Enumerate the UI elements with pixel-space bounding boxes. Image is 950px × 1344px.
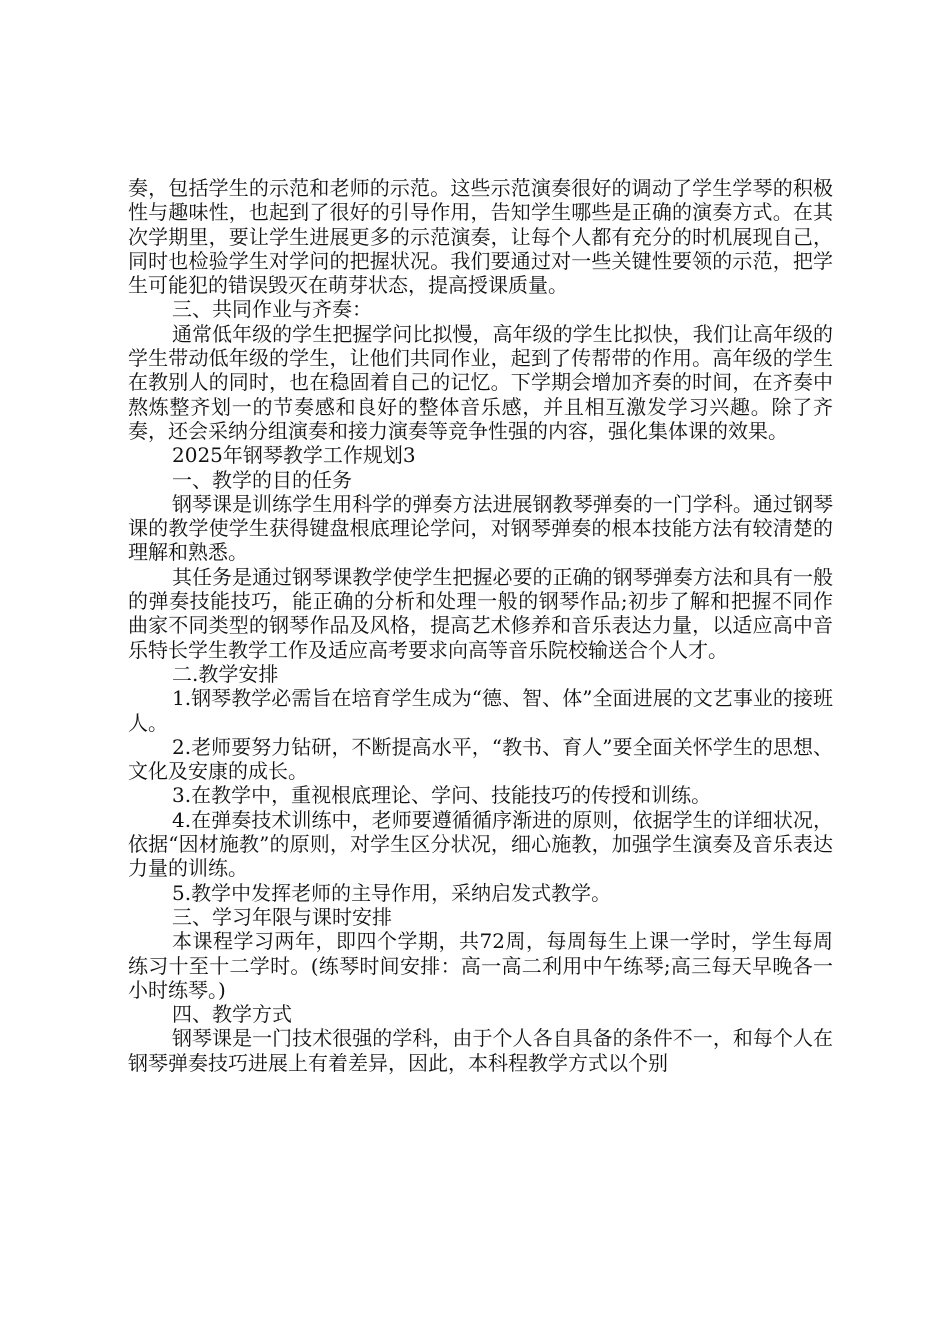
list-item-5: 5.教学中发挥老师的主导作用，采纳启发式教学。 xyxy=(172,880,612,905)
list-item-1: 1.钢琴教学必需旨在培育学生成为“德、智、体”全面进展的文艺事业的接班人。 xyxy=(128,686,833,735)
section-heading-schedule: 三、学习年限与课时安排 xyxy=(172,904,392,929)
section-heading-purpose: 一、教学的目的任务 xyxy=(172,467,352,492)
paragraph-schedule: 本课程学习两年，即四个学期，共72周，每周每生上课一学时，学生每周练习十至十二学时。(练琴时间安排：高一高二利用中午练琴;高三每天早晚各一小时练琴。) xyxy=(128,929,833,1002)
paragraph-joint-work: 通常低年级的学生把握学问比拟慢，高年级的学生比拟快，我们让高年级的学生带动低年级的学生，让他们共同作业，起到了传帮带的作用。高年级的学生在教别人的同时，也在稳固着自己的记忆。下学期会增加齐奏的时间，在齐奏中熬炼整齐划一的节奏感和良好的整体音乐感，并且相互激发学习兴趣。除了齐奏，还会采纳分组演奏和接力演奏等竞争性强的内容，强化集体课的效果。 xyxy=(128,321,833,443)
paragraph-continuation: 奏，包括学生的示范和老师的示范。这些示范演奏很好的调动了学生学琴的积极性与趣味性，也起到了很好的引导作用，告知学生哪些是正确的演奏方式。在其次学期里，要让学生进展更多的示范演奏，让每个人都有充分的时机展现自己，同时也检验学生对学问的把握状况。我们要通过对一些关键性要领的示范，把学生可能犯的错误毁灭在萌芽状态，提高授课质量。 xyxy=(128,176,833,298)
paragraph-purpose-2: 其任务是通过钢琴课教学使学生把握必要的正确的钢琴弹奏方法和具有一般的弹奏技能技巧，能正确的分析和处理一般的钢琴作品;初步了解和把握不同作曲家不同类型的钢琴作品及风格，提高艺术修养和音乐表达力量，以适应高中音乐特长学生教学工作及适应高考要求向高等音乐院校输送合个人才。 xyxy=(128,564,833,662)
list-item-4: 4.在弹奏技术训练中，老师要遵循循序渐进的原则，依据学生的详细状况，依据“因材施教”的原则，对学生区分状况，细心施教，加强学生演奏及音乐表达力量的训练。 xyxy=(128,807,833,881)
list-item-3: 3.在教学中，重视根底理论、学问、技能技巧的传授和训练。 xyxy=(172,783,712,808)
section-heading-arrangement: 二.教学安排 xyxy=(172,661,279,686)
paragraph-method: 钢琴课是一门技术很强的学科，由于个人各自具备的条件不一，和每个人在钢琴弹奏技巧进展上有着差异，因此，本科程教学方式以个别 xyxy=(128,1026,833,1075)
document-body xyxy=(128,176,833,1075)
paragraph-purpose-1: 钢琴课是训练学生用科学的弹奏方法进展钢教琴弹奏的一门学科。通过钢琴课的教学使学生获得键盘根底理论学问，对钢琴弹奏的根本技能方法有较清楚的理解和熟悉。 xyxy=(128,491,833,565)
list-item-2: 2.老师要努力钻研，不断提高水平，“教书、育人”要全面关怀学生的思想、文化及安康的成长。 xyxy=(128,734,833,784)
section-heading-method: 四、教学方式 xyxy=(172,1002,292,1027)
document-title: 2025年钢琴教学工作规划3 xyxy=(172,443,416,468)
section-heading-joint-work: 三、共同作业与齐奏： xyxy=(172,297,372,322)
